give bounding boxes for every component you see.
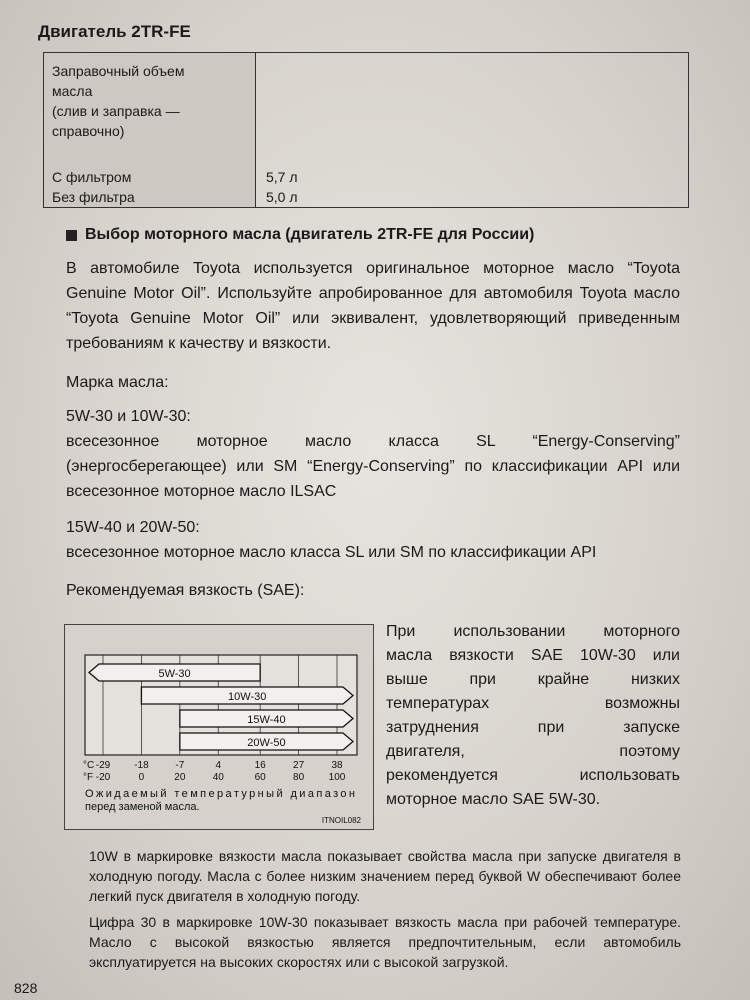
capacity-label-line: Заправочный объем (52, 63, 185, 79)
celsius-tick-label: -29 (95, 760, 111, 771)
capacity-label-line: справочно) (52, 123, 125, 139)
note-30: Цифра 30 в маркировке 10W-30 показывает вязкость масла при рабочей температуре. Масло с высокой вязкостью является предпочтительным, если автомобиль эксплуатируется на высоких скоростях или с высокой загрузкой. (89, 914, 681, 970)
celsius-tick-label: 27 (293, 760, 305, 771)
side-text-line: моторное масло SAE 5W-30. (386, 791, 601, 808)
side-text-line: температурах возможны (386, 695, 680, 712)
section-heading: Двигатель 2TR-FE (38, 22, 191, 41)
chart-caption: перед заменой масла. (85, 801, 200, 813)
side-text-line: рекомендуется использовать (386, 767, 680, 784)
fahrenheit-unit-label: °F (83, 772, 94, 783)
celsius-tick-label: -7 (175, 760, 185, 771)
without-filter-value: 5,0 л (266, 189, 298, 205)
celsius-tick-label: -18 (134, 760, 149, 771)
side-text-line: затруднения при запуске (386, 719, 680, 736)
viscosity-side-text (386, 620, 680, 812)
fahrenheit-tick-label: 80 (293, 772, 305, 783)
page-number: 828 (14, 980, 38, 996)
chart-caption: Ожидаемый температурный диапазон (85, 788, 355, 800)
capacity-label-column (44, 53, 256, 207)
with-filter-label: С фильтром (52, 169, 132, 185)
capacity-label-line: масла (52, 83, 93, 99)
celsius-tick-label: 4 (215, 760, 222, 771)
celsius-unit-label: °C (83, 760, 95, 771)
viscosity-bar-label: 10W-30 (228, 691, 267, 703)
intro-paragraph: В автомобиле Toyota используется оригинальное моторное масло “Toyota Genuine Motor Oil”. Используйте апробированное для автомобиля Toyota масло “Toyota Genuine Motor Oil” или эквивалент, удовлетворяющий приведенным требованиям к качеству и вязкости. (66, 260, 680, 352)
side-text-line: масла вязкости SAE 10W-30 или (386, 647, 680, 664)
note-10w: 10W в маркировке вязкости масла показывает свойства масла при запуске двигателя в холодную погоду. Масла с более низким значением перед буквой W обеспечивают более легкий пуск двигателя в холодную погоду. (89, 848, 681, 904)
side-text-line: двигателя, поэтому (386, 743, 680, 760)
oil-selection-subheading (66, 226, 534, 244)
fahrenheit-tick-label: 20 (174, 772, 186, 783)
viscosity-label: Рекомендуемая вязкость (SAE): (66, 582, 305, 599)
fahrenheit-tick-label: 100 (328, 772, 346, 783)
viscosity-chart (64, 624, 374, 830)
side-text-line: выше при крайне низких (386, 671, 680, 688)
celsius-tick-label: 16 (254, 760, 266, 771)
side-text-line: При использовании моторного (386, 623, 680, 640)
oil-grade-label: Марка масла: (66, 374, 169, 391)
capacity-label-line: (слив и заправка — (52, 103, 180, 119)
viscosity-chart-svg (65, 625, 373, 829)
celsius-tick-label: 38 (331, 760, 343, 771)
viscosity-bar-label: 20W-50 (247, 737, 286, 749)
viscosity-bar-label: 5W-30 (158, 668, 191, 680)
capacity-value-column (256, 53, 688, 207)
grade2-text: всесезонное моторное масло класса SL или SM по классификации API (66, 544, 597, 561)
chart-code: ITNOIL082 (321, 816, 361, 825)
fahrenheit-tick-label: 40 (212, 772, 224, 783)
subheading-text: Выбор моторного масла (двигатель 2TR-FE для России) (85, 226, 535, 243)
with-filter-value: 5,7 л (266, 169, 298, 185)
grade1-title: 5W-30 и 10W-30: (66, 408, 191, 425)
without-filter-label: Без фильтра (52, 189, 135, 205)
fahrenheit-tick-label: 0 (138, 772, 145, 783)
bullet-square-icon (66, 230, 77, 241)
oil-capacity-table (43, 52, 689, 208)
fahrenheit-tick-label: 60 (254, 772, 266, 783)
viscosity-bar-label: 15W-40 (247, 714, 286, 726)
grade1-text: всесезонное моторное масло класса SL “Energy-Conserving” (энергосберегающее) или SM “Energy-Conserving” по классификации API или всесезонное моторное масло ILSAC (66, 433, 680, 500)
fahrenheit-tick-label: -20 (95, 772, 111, 783)
grade2-title: 15W-40 и 20W-50: (66, 519, 200, 536)
